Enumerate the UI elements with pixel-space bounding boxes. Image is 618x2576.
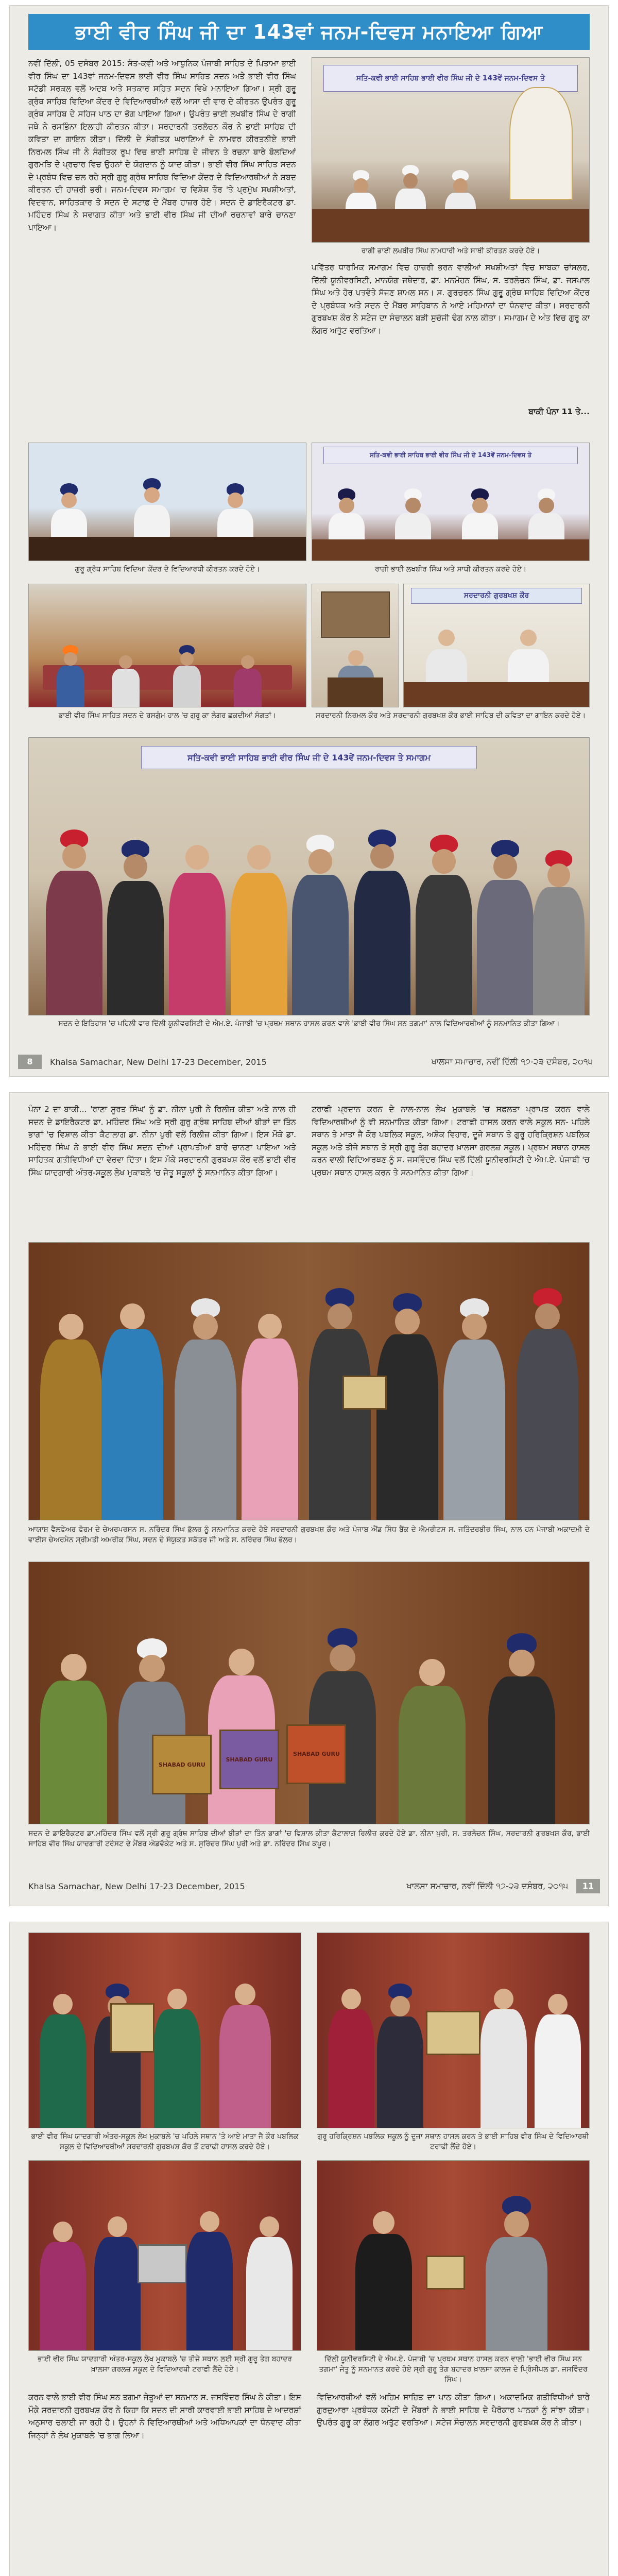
palki-sahib-canopy: [509, 87, 572, 200]
person-figure: [101, 1303, 163, 1520]
person-figure: [443, 1298, 505, 1520]
person-figure: [40, 1994, 86, 2128]
portrait-frame: [321, 591, 390, 638]
award-plaque: [426, 2256, 465, 2290]
photo-second-prize-school: [317, 1933, 590, 2128]
newspaper-page-11: [9, 1092, 609, 1906]
person-figure: [40, 1314, 102, 1520]
page-number: 8: [18, 1055, 42, 1069]
photo-banner-text: ਸਰਦਾਰਨੀ ਗੁਰਬਖਸ਼ ਕੌਰ: [411, 588, 581, 604]
shabad-guru-book: [152, 1735, 212, 1794]
photo-langar: [28, 584, 306, 707]
person-figure: [488, 1633, 555, 1824]
person-figure: [173, 645, 201, 707]
person-figure: [154, 1989, 200, 2128]
person-figure: [535, 1994, 581, 2128]
photo-caption: ਦਿੱਲੀ ਯੂਨੀਵਰਸਿਟੀ ਦੇ ਐਮ.ਏ. ਪੰਜਾਬੀ 'ਚ ਪ੍ਰਥਮ ਸਥਾਨ ਹਾਸਲ ਕਰਨ ਵਾਲੀ 'ਭਾਈ ਵੀਰ ਸਿੰਘ ਸਨ ਤਗਮਾ' ਜੇਤੂ ਨੂੰ ਸਨਮਾਨਤ ਕਰਦੇ ਹੋਏ ਸ੍ਰੀ ਗੁਰੂ ਤੇਗ ਬਹਾਦਰ ਖ਼ਾਲਸਾ ਕਾਲਜ ਦੇ ਪ੍ਰਿੰਸੀਪਲ ਡਾ. ਜਸਵਿੰਦਰ ਸਿੰਘ।: [319, 2355, 588, 2384]
photo-women-singing: [403, 584, 590, 707]
photo-banner-text: ਸਤਿ-ਕਵੀ ਭਾਈ ਸਾਹਿਬ ਭਾਈ ਵੀਰ ਸਿੰਘ ਜੀ ਦੇ 143ਵੇਂ ਜਨਮ-ਦਿਵਸ ਤੇ: [323, 65, 578, 92]
article-title-banner: [28, 14, 590, 50]
photo-caption: ਸਰਦਾਰਨੀ ਨਿਰਮਲ ਕੌਰ ਅਤੇ ਸਰਦਾਰਨੀ ਗੁਰਬਖਸ਼ ਕੌਰ ਭਾਈ ਸਾਹਿਬ ਦੀ ਕਵਿਤਾ ਦਾ ਗਾਇਨ ਕਰਦੇ ਹੋਏ।: [315, 711, 586, 720]
footer-publication-en: Khalsa Samachar, New Delhi 17-23 December, 2015: [50, 1057, 267, 1067]
person-figure: [234, 650, 262, 707]
person-figure: [57, 645, 84, 707]
newspaper-page-12: [9, 1922, 609, 2576]
footer-publication-pa: ਖਾਲਸਾ ਸਮਾਚਾਰ, ਨਵੀਂ ਦਿੱਲੀ ੧੭-੨੩ ਦਸੰਬਰ, ੨੦੧੫: [406, 1881, 568, 1891]
person-figure: [377, 1984, 423, 2128]
photo-caption: ਗੁਰੂ ਹਰਿਕ੍ਰਿਸ਼ਨ ਪਬਲਿਕ ਸਕੂਲ ਨੂੰ ਦੂਜਾ ਸਥਾਨ ਹਾਸਲ ਕਰਨ ਤੇ ਭਾਈ ਸਾਹਿਬ ਵੀਰ ਸਿੰਘ ਦੇ ਵਿਦਿਆਰਥੀ ਟਰਾਫੀ ਲੈਂਦੇ ਹੋਏ।: [317, 2132, 589, 2151]
photo-caption: ਰਾਗੀ ਭਾਈ ਲਖਬੀਰ ਸਿੰਘ ਨਾਮਧਾਰੀ ਅਤੇ ਸਾਥੀ ਕੀਰਤਨ ਕਰਦੇ ਹੋਏ।: [361, 247, 540, 255]
person-figure: [328, 1989, 374, 2128]
person-figure: [169, 845, 226, 1015]
person-figure: [40, 2222, 86, 2350]
person-figure: [40, 1654, 107, 1824]
article-column-1: ਪੰਨਾ 2 ਦਾ ਬਾਕੀ... 'ਰਾਣਾ ਸੂਰਤ ਸਿੰਘ' ਨੂੰ ਡਾ. ਨੀਨਾ ਪੁਰੀ ਨੇ ਰਿਲੀਜ਼ ਕੀਤਾ ਅਤੇ ਨਾਲ ਹੀ ਸਦਨ ਦੇ ਡਾਇਰੈਕਟਰ ਡਾ. ਮਹਿੰਦਰ ਸਿੰਘ ਅਤੇ ਸ੍ਰੀ ਗੁਰੂ ਗ੍ਰੰਥ ਸਾਹਿਬ ਦੀਆਂ ਬੀੜਾਂ ਦਾ ਤਿੰਨ ਭਾਗਾਂ 'ਚ ਵਿਸ਼ਾਲ ਕੀਤਾ ਕੈਟਾਲਾਗ ਡਾ. ਨੀਨਾ ਪੁਰੀ ਵਲੋਂ ਰਿਲੀਜ਼ ਕੀਤਾ ਗਿਆ। ਇਸ ਮੌਕੇ ਡਾ. ਮਹਿੰਦਰ ਸਿੰਘ ਨੇ ਭਾਈ ਵੀਰ ਸਿੰਘ ਸਦਨ ਦੀਆਂ ਪ੍ਰਾਪਤੀਆਂ ਬਾਰੇ ਚਾਨਣਾ ਪਾਇਆ ਅਤੇ ਸਾਹਿਤਕ ਗਤੀਵਿਧੀਆਂ ਦਾ ਵੇਰਵਾ ਦਿੱਤਾ। ਇਸ ਮੌਕੇ ਸਰਦਾਰਨੀ ਗੁਰਬਖਸ਼ ਕੌਰ ਵਲੋਂ ਭਾਈ ਵੀਰ ਸਿੰਘ ਯਾਦਗਾਰੀ ਅੰਤਰ-ਸਕੂਲ ਲੇਖ ਮੁਕਾਬਲੇ 'ਚ ਜੇਤੂ ਸਕੂਲਾਂ ਨੂੰ ਸਨਮਾਨਿਤ ਕੀਤਾ ਗਿਆ।: [28, 1105, 296, 1177]
photo-caption: ਗੁਰੂ ਗ੍ਰੰਥ ਸਾਹਿਬ ਵਿਦਿਆ ਕੇਂਦਰ ਦੇ ਵਿਦਿਆਰਥੀ ਕੀਰਤਨ ਕਰਦੇ ਹੋਏ।: [75, 565, 260, 573]
person-figure: [486, 2196, 547, 2350]
person-figure: [399, 1659, 466, 1824]
newspaper-page-8: [9, 5, 609, 1077]
photo-catalogue-release: [28, 1562, 590, 1824]
person-figure: [231, 845, 287, 1015]
article-column-2: ਟਰਾਫੀ ਪ੍ਰਦਾਨ ਕਰਨ ਦੇ ਨਾਲ-ਨਾਲ ਲੇਖ ਮੁਕਾਬਲੇ 'ਚ ਸਫ਼ਲਤਾ ਪ੍ਰਾਪਤ ਕਰਨ ਵਾਲੇ ਵਿਦਿਆਰਥੀਆਂ ਨੂੰ ਵੀ ਸਨਮਾਨਿਤ ਕੀਤਾ ਗਿਆ। ਟਰਾਫੀ ਹਾਸਲ ਕਰਨ ਵਾਲੇ ਸਕੂਲ ਸਨ- ਪਹਿਲੇ ਸਥਾਨ ਤੇ ਮਾਤਾ ਜੈ ਕੌਰ ਪਬਲਿਕ ਸਕੂਲ, ਅਸ਼ੋਕ ਵਿਹਾਰ, ਦੂਜੇ ਸਥਾਨ ਤੇ ਗੁਰੂ ਹਰਿਕ੍ਰਿਸ਼ਨ ਪਬਲਿਕ ਸਕੂਲ ਅਤੇ ਤੀਜੇ ਸਥਾਨ ਤੇ ਸ੍ਰੀ ਗੁਰੂ ਤੇਗ ਬਹਾਦਰ ਖ਼ਾਲਸਾ ਗਰਲਜ਼ ਸਕੂਲ। ਪ੍ਰਥਮ ਸਥਾਨ ਹਾਸਲ ਕਰਨ ਵਾਲੀ ਵਿਦਿਆਰਥਣ ਨੂੰ ਸ. ਜਸਵਿੰਦਰ ਸਿੰਘ ਵਲੋਂ ਦਿੱਲੀ ਯੂਨੀਵਰਸਿਟੀ ਦੇ ਐਮ.ਏ. ਪੰਜਾਬੀ 'ਚ ਪ੍ਰਥਮ ਸਥਾਨ ਹਾਸਲ ਕਰਨ ਤੇ ਸਨਮਾਨਿਤ ਕੀਤਾ ਗਿਆ।: [312, 1105, 590, 1177]
article-column-2: ਵਿਦਿਆਰਥੀਆਂ ਵਲੋਂ ਅਹਿਮ ਸਾਹਿਤ ਦਾ ਪਾਠ ਕੀਤਾ ਗਿਆ। ਅਕਾਦਮਿਕ ਗਤੀਵਿਧੀਆਂ ਬਾਰੇ ਗੁਰਦੁਆਰਾ ਪ੍ਰਬੰਧਕ ਕਮੇਟੀ ਦੇ ਮੈਂਬਰਾਂ ਨੇ ਭਾਈ ਸਾਹਿਬ ਦੇ ਪੈਰੋਕਾਰ ਪਾਠਕਾਂ ਨੂੰ ਸਾਂਝਾ ਕੀਤਾ। ਉਪਰੰਤ ਗੁਰੂ ਕਾ ਲੰਗਰ ਅਤੁੱਟ ਵਰਤਿਆ। ਸਟੇਜ ਸੰਚਾਲਨ ਸਰਦਾਰਨੀ ਗੁਰਬਖਸ਼ ਕੌਰ ਨੇ ਕੀਤਾ।: [317, 2393, 590, 2427]
person-figure: [94, 2216, 141, 2350]
photo-caption: ਆਯਾਸ਼ ਵੈਲਫੇਅਰ ਫੋਰਮ ਦੇ ਚੇਅਰਪਰਸਨ ਸ. ਨਰਿੰਦਰ ਸਿੰਘ ਭੁੱਲਰ ਨੂੰ ਸਨਮਾਨਿਤ ਕਰਦੇ ਹੋਏ ਸਰਦਾਰਨੀ ਗੁਰਬਖਸ਼ ਕੌਰ ਅਤੇ ਪੰਜਾਬ ਐਂਡ ਸਿੰਧ ਬੈਂਕ ਦੇ ਐਮਰੀਟਸ ਸ. ਜਤਿੰਦਰਬੀਰ ਸਿੰਘ, ਨਾਲ ਹਨ ਪੰਜਾਬੀ ਅਕਾਦਮੀ ਦੇ ਵਾਈਸ ਚੇਅਰਮੈਨ ਸ੍ਰੀਮਤੀ ਅਮਰੀਕ ਸਿੰਘ, ਸਦਨ ਦੇ ਸੰਯੁਕਤ ਸਕੱਤਰ ਜੀ ਅਤੇ ਸ. ਨਰਿੰਦਰ ਸਿੰਘ ਭੱਲਰ।: [28, 1526, 590, 1544]
article-column-1: ਕਰਨ ਵਾਲੇ ਭਾਈ ਵੀਰ ਸਿੰਘ ਸਨ ਤਗਮਾ ਜੇਤੂਆਂ ਦਾ ਸਨਮਾਨ ਸ. ਜਸਵਿੰਦਰ ਸਿੰਘ ਨੇ ਕੀਤਾ। ਇਸ ਮੌਕੇ ਸਰਦਾਰਨੀ ਗੁਰਬਖਸ਼ ਕੌਰ ਨੇ ਕਿਹਾ ਕਿ ਸਦਨ ਦੀ ਸਾਰੀ ਕਾਰਵਾਈ ਭਾਈ ਸਾਹਿਬ ਦੇ ਆਦਰਸ਼ਾਂ ਅਨੁਸਾਰ ਚਲਾਈ ਜਾ ਰਹੀ ਹੈ। ਉਹਨਾਂ ਨੇ ਵਿਦਿਆਰਥੀਆਂ ਅਤੇ ਅਧਿਆਪਕਾਂ ਦਾ ਧੰਨਵਾਦ ਕੀਤਾ ਜਿਨ੍ਹਾਂ ਨੇ ਲੇਖ ਮੁਕਾਬਲੇ 'ਚ ਭਾਗ ਲਿਆ।: [28, 2393, 301, 2440]
photo-banner-text: ਸਤਿ-ਕਵੀ ਭਾਈ ਸਾਹਿਬ ਭਾਈ ਵੀਰ ਸਿੰਘ ਜੀ ਦੇ 143ਵੇਂ ਜਨਮ-ਦਿਵਸ ਤੇ ਸਮਾਗਮ: [141, 746, 477, 769]
person-figure: [107, 840, 164, 1015]
photo-group-honorees: [28, 737, 590, 1015]
photo-medal-award: [317, 2160, 590, 2351]
person-figure: [118, 1638, 185, 1824]
photo-ragi-jatha: [312, 443, 590, 561]
photo-caption: ਭਾਈ ਵੀਰ ਸਿੰਘ ਯਾਦਗਾਰੀ ਅੰਤਰ-ਸਕੂਲ ਲੇਖ ਮੁਕਾਬਲੇ 'ਚ ਪਹਿਲੇ ਸਥਾਨ 'ਤੇ ਆਏ ਮਾਤਾ ਜੈ ਕੌਰ ਪਬਲਿਕ ਸਕੂਲ ਦੇ ਵਿਦਿਆਰਥੀਆਂ ਸਰਦਾਰਨੀ ਗੁਰਬਖਸ਼ ਕੌਰ ਤੋਂ ਟਰਾਫੀ ਹਾਸਲ ਕਰਦੇ ਹੋਏ।: [31, 2132, 299, 2151]
podium: [328, 677, 383, 707]
photo-banner-text: ਸਤਿ-ਕਵੀ ਭਾਈ ਸਾਹਿਬ ਭਾਈ ਵੀਰ ਸਿੰਘ ਜੀ ਦੇ 143ਵੇਂ ਜਨਮ-ਦਿਵਸ ਤੇ: [323, 447, 578, 464]
article-title: ਭਾਈ ਵੀਰ ਸਿੰਘ ਜੀ ਦਾ 143ਵਾਂ ਜਨਮ-ਦਿਵਸ ਮਨਾਇਆ ਗਿਆ: [75, 20, 543, 43]
page-number: 11: [576, 1879, 600, 1893]
award-plate: [138, 2244, 187, 2283]
person-figure: [175, 1298, 236, 1520]
continued-note: ਬਾਕੀ ਪੰਨਾ 11 ਤੇ...: [528, 407, 590, 416]
photo-third-prize-school: [28, 2160, 301, 2351]
shabad-guru-book: [219, 1730, 279, 1789]
photo-caption: ਸਦਨ ਦੇ ਡਾਇਰੈਕਟਰ ਡਾ.ਮਹਿੰਦਰ ਸਿੰਘ ਵਲੋਂ ਸ੍ਰੀ ਗੁਰੂ ਗ੍ਰੰਥ ਸਾਹਿਬ ਦੀਆਂ ਬੀੜਾਂ ਦਾ ਤਿੰਨ ਭਾਗਾਂ 'ਚ ਵਿਸ਼ਾਲ ਕੀਤਾ ਕੈਟਾਲਾਗ ਰਿਲੀਜ਼ ਕਰਦੇ ਹੋਏ ਡਾ. ਨੀਨਾ ਪੁਰੀ, ਸ. ਤਰਲੋਚਨ ਸਿੰਘ, ਸਰਦਾਰਨੀ ਗੁਰਬਖਸ਼ ਕੌਰ, ਭਾਈ ਸਾਹਿਬ ਵੀਰ ਸਿੰਘ ਯਾਦਗਾਰੀ ਟਰੱਸਟ ਦੇ ਮੈਂਬਰ ਐਡਵੋਕੇਟ ਅਤੇ ਸ. ਸੁਰਿੰਦਰ ਸਿੰਘ ਪੁਰੀ ਅਤੇ ਡਾ. ਨਰਿੰਦਰ ਸਿੰਘ ਕਪੂਰ।: [28, 1829, 590, 1848]
footer-publication-en: Khalsa Samachar, New Delhi 17-23 December, 2015: [28, 1881, 245, 1891]
person-figure: [112, 650, 140, 707]
photo-caption: ਸਦਨ ਦੇ ਇਤਿਹਾਸ 'ਚ ਪਹਿਲੀ ਵਾਰ ਦਿੱਲੀ ਯੂਨੀਵਰਸਿਟੀ ਦੇ ਐਮ.ਏ. ਪੰਜਾਬੀ 'ਚ ਪ੍ਰਥਮ ਸਥਾਨ ਹਾਸਲ ਕਰਨ ਵਾਲੇ 'ਭਾਈ ਵੀਰ ਸਿੰਘ ਸਨ ਤਗਮਾ' ਨਾਲ ਵਿਦਿਆਰਥੀਆਂ ਨੂੰ ਸਨਮਾਨਿਤ ਕੀਤਾ ਗਿਆ।: [58, 1020, 560, 1028]
person-figure: [533, 850, 585, 1015]
book-label: SHABAD GURU: [293, 1751, 340, 1758]
person-figure: [477, 840, 534, 1015]
person-figure: [416, 835, 472, 1015]
shabad-guru-book: [286, 1724, 346, 1784]
page-footer: [10, 1052, 608, 1072]
person-figure: [292, 835, 349, 1015]
person-figure: [354, 829, 410, 1015]
person-figure: [480, 1989, 527, 2128]
person-figure: [219, 1984, 271, 2128]
photo-caption: ਰਾਗੀ ਭਾਈ ਲਖਬੀਰ ਸਿੰਘ ਅਤੇ ਸਾਥੀ ਕੀਰਤਨ ਕਰਦੇ ਹੋਏ।: [374, 565, 527, 573]
award-plaque: [342, 1376, 387, 1410]
page-footer: [10, 1876, 608, 1896]
award-plaque: [110, 2003, 154, 2053]
photo-woman-podium: [312, 584, 399, 707]
footer-publication-pa: ਖਾਲਸਾ ਸਮਾਚਾਰ, ਨਵੀਂ ਦਿੱਲੀ ੧੭-੨੩ ਦਸੰਬਰ, ੨੦੧੫: [431, 1057, 593, 1066]
article-column-2: ਪਵਿੱਤਰ ਧਾਰਮਿਕ ਸਮਾਗਮ ਵਿਚ ਹਾਜ਼ਰੀ ਭਰਨ ਵਾਲੀਆਂ ਸਖਸ਼ੀਅਤਾਂ ਵਿਚ ਸਾਬਕਾ ਚਾਂਸਲਰ, ਦਿੱਲੀ ਯੂਨੀਵਰਸਿਟੀ, ਮਾਨਯੋਗ ਜਥੇਦਾਰ, ਡਾ. ਮਨਮੋਹਨ ਸਿੰਘ, ਸ. ਤਰਲੋਚਨ ਸਿੰਘ, ਡਾ. ਜਸਪਾਲ ਸਿੰਘ ਅਤੇ ਹੋਰ ਪਤਵੰਤੇ ਸੱਜਣ ਸ਼ਾਮਲ ਸਨ। ਸ. ਗੁਰਚਰਨ ਸਿੰਘ ਗੁਰੂ ਗ੍ਰੰਥ ਸਾਹਿਬ ਵਿਦਿਆ ਕੇਂਦਰ ਦੇ ਪ੍ਰਬੰਧਕ ਅਤੇ ਸਦਨ ਦੇ ਮੈਂਬਰ ਸਾਹਿਬਾਨ ਨੇ ਆਏ ਮਹਿਮਾਨਾਂ ਦਾ ਧੰਨਵਾਦ ਕੀਤਾ। ਸਰਦਾਰਨੀ ਗੁਰਬਖਸ਼ ਕੌਰ ਨੇ ਸਟੇਜ ਦਾ ਸੰਚਾਲਨ ਬੜੀ ਸੁਚੱਜੀ ਢੰਗ ਨਾਲ ਕੀਤਾ। ਸਮਾਗਮ ਦੇ ਅੰਤ ਵਿਚ ਗੁਰੂ ਕਾ ਲੰਗਰ ਅਤੁੱਟ ਵਰਤਿਆ।: [312, 263, 590, 335]
photo-caption: ਭਾਈ ਵੀਰ ਸਿੰਘ ਸਾਹਿਤ ਸਦਨ ਦੇ ਰਸਗੁੰਮ ਹਾਲ 'ਚ ਗੁਰੂ ਕਾ ਲੰਗਰ ਛਕਦੀਆਂ ਸੰਗਤਾਂ।: [58, 711, 277, 720]
photo-students-kirtan: [28, 443, 306, 561]
photo-kirtan-stage: [312, 57, 590, 243]
photo-honoring-ceremony: [28, 1242, 590, 1520]
person-figure: [355, 2211, 412, 2350]
person-figure: [242, 1314, 298, 1520]
photo-first-prize-school: [28, 1933, 301, 2128]
person-figure: [246, 2216, 293, 2350]
book-label: SHABAD GURU: [158, 1761, 205, 1768]
person-figure: [46, 829, 102, 1015]
article-column-1: ਨਵੀਂ ਦਿੱਲੀ, 05 ਦਸੰਬਰ 2015: ਸੰਤ-ਕਵੀ ਅਤੇ ਆਧੁਨਿਕ ਪੰਜਾਬੀ ਸਾਹਿਤ ਦੇ ਪਿਤਾਮਾ ਭਾਈ ਵੀਰ ਸਿੰਘ ਦਾ 143ਵਾਂ ਜਨਮ-ਦਿਵਸ ਭਾਈ ਵੀਰ ਸਿੰਘ ਸਾਹਿਤ ਸਦਨ ਅਤੇ ਭਾਈ ਵੀਰ ਸਿੰਘ ਸਟੱਡੀ ਸਰਕਲ ਵਲੋਂ ਅਦਬ ਅਤੇ ਸਤਕਾਰ ਸਹਿਤ ਸਦਨ ਵਿਖੇ ਮਨਾਇਆ ਗਿਆ। ਸ੍ਰੀ ਗੁਰੂ ਗ੍ਰੰਥ ਸਾਹਿਬ ਵਿਦਿਆ ਕੇਂਦਰ ਦੇ ਵਿਦਿਆਰਥੀਆਂ ਵਲੋਂ ਆਸਾ ਦੀ ਵਾਰ ਦੇ ਕੀਰਤਨ ਉਪਰੰਤ ਗੁਰੂ ਗ੍ਰੰਥ ਸਾਹਿਬ ਦੇ ਸਹਿਜ ਪਾਠ ਦਾ ਭੋਗ ਪਾਇਆ ਗਿਆ। ਉਪਰੰਤ ਭਾਈ ਲਖਬੀਰ ਸਿੰਘ ਦੇ ਰਾਗੀ ਜਥੇ ਨੇ ਰਸਭਿੰਨਾ ਇਲਾਹੀ ਕੀਰਤਨ ਕੀਤਾ। ਸਰਦਾਰਨੀ ਤਰਲੋਚਨ ਕੌਰ ਨੇ ਭਾਈ ਸਾਹਿਬ ਦੀ ਕਵਿਤਾ ਦਾ ਗਾਇਨ ਕੀਤਾ। ਦਿੱਲੀ ਦੇ ਸੰਗੀਤਕ ਘਰਾਣਿਆਂ ਦੇ ਨਾਮਵਰ ਕੀਰਤਨੀਏ ਭਾਈ ਨਿਰਮਲ ਸਿੰਘ ਜੀ ਨੇ ਸੰਗੀਤਕ ਰੂਪ ਵਿਚ ਭਾਈ ਸਾਹਿਬ ਦੇ ਜੀਵਨ ਤੇ ਰਚਨਾ ਬਾਰੇ ਬੋਲਦਿਆਂ ਗੁਰਮਤਿ ਦੇ ਪ੍ਰਚਾਰ ਵਿਚ ਉਹਨਾਂ ਦੇ ਯੋਗਦਾਨ ਨੂੰ ਯਾਦ ਕੀਤਾ। ਭਾਈ ਵੀਰ ਸਿੰਘ ਸਾਹਿਤ ਸਦਨ ਦੇ ਪ੍ਰਬੰਧ ਵਿਚ ਚਲ ਰਹੇ ਸ੍ਰੀ ਗੁਰੂ ਗ੍ਰੰਥ ਸਾਹਿਬ ਵਿਦਿਆ ਕੇਂਦਰ ਦੇ ਵਿਦਿਆਰਥੀਆਂ ਨੇ ਸ਼ਬਦ ਕੀਰਤਨ ਦੀ ਹਾਜ਼ਰੀ ਭਰੀ। ਜਨਮ-ਦਿਵਸ ਸਮਾਗਮ 'ਚ ਵਿਸ਼ੇਸ਼ ਤੌਰ 'ਤੇ ਪ੍ਰਮੁੱਖ ਸਖਸ਼ੀਅਤਾਂ, ਵਿਦਵਾਨ, ਸਾਹਿਤਕਾਰ ਤੇ ਸਦਨ ਦੇ ਸਟਾਫ਼ ਦੇ ਮੈਂਬਰ ਹਾਜ਼ਰ ਹੋਏ। ਸਦਨ ਦੇ ਡਾਇਰੈਕਟਰ ਡਾ. ਮਹਿੰਦਰ ਸਿੰਘ ਨੇ ਸਵਾਗਤ ਕੀਤਾ ਅਤੇ ਭਾਈ ਵੀਰ ਸਿੰਘ ਜੀ ਦੀਆਂ ਰਚਨਾਵਾਂ ਬਾਰੇ ਚਾਨਣਾ ਪਾਇਆ।: [28, 59, 296, 232]
book-label: SHABAD GURU: [226, 1756, 273, 1763]
photo-caption: ਭਾਈ ਵੀਰ ਸਿੰਘ ਯਾਦਗਾਰੀ ਅੰਤਰ-ਸਕੂਲ ਲੇਖ ਮੁਕਾਬਲੇ 'ਚ ਤੀਜੇ ਸਥਾਨ ਲਈ ਸ੍ਰੀ ਗੁਰੂ ਤੇਗ ਬਹਾਦਰ ਖ਼ਾਲਸਾ ਗਰਲਜ਼ ਸਕੂਲ ਦੇ ਵਿਦਿਆਰਥੀ ਟਰਾਫੀ ਲੈਂਦੇ ਹੋਏ।: [38, 2355, 292, 2374]
person-figure: [186, 2211, 233, 2350]
award-plaque: [426, 2011, 480, 2055]
person-figure: [517, 1288, 578, 1520]
